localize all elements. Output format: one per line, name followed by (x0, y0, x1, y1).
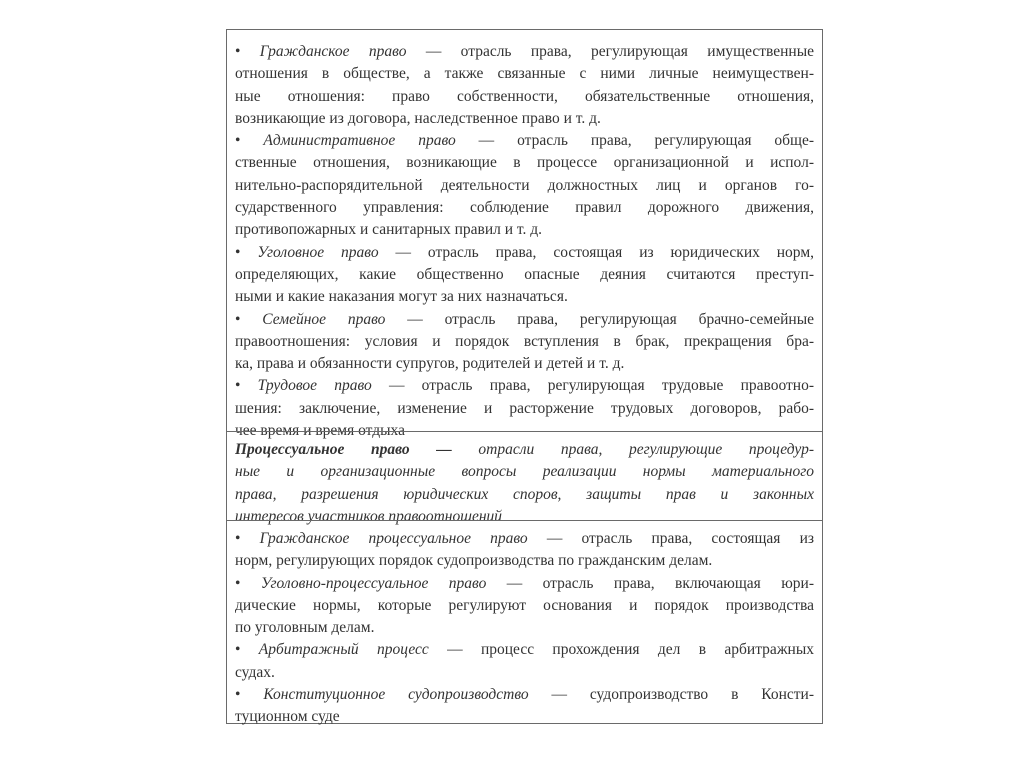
law-branch-term: Административное право (263, 132, 456, 150)
procedural-law-definition-cell (227, 431, 822, 525)
procedural-definition-line: Процессуальное право — отрасли права, регулирующие процедур- (235, 441, 814, 458)
law-branch-term: Конституционное судопроизводство (263, 686, 529, 704)
material-branch-2-line: сударственного управления: соблюдение правил дорожного движения, (235, 199, 814, 217)
material-branch-2-line: противопожарных и санитарных правил и т. д. (235, 221, 543, 239)
procedural-law-branches-cell (227, 520, 822, 724)
material-branch-4-line: правоотношения: условия и порядок вступления в брак, прекращения бра- (235, 332, 814, 350)
law-branch-term: Уголовно-процессуальное право (260, 574, 487, 592)
procedural-branch-2-line: • Уголовно-процессуальное право — отрасль права, включающая юри- (235, 574, 814, 592)
procedural-branch-1-line: норм, регулирующих порядок судопроизводства по гражданским делам. (235, 552, 713, 570)
procedural-branch-3-line: судах. (235, 663, 275, 681)
material-branch-3-line: • Уголовное право — отрасль права, состоящая из юридических норм, (235, 243, 814, 261)
law-branch-term: Трудовое право (257, 377, 372, 395)
law-branch-term: Гражданское процессуальное право (259, 530, 528, 547)
material-branch-5-line: чее время и время отдыха (235, 422, 405, 440)
procedural-definition-line: ные и организационные вопросы реализации нормы материального (235, 463, 814, 481)
material-branch-1-line: возникающие из договора, наследственное право и т. д. (235, 109, 601, 127)
law-branches-table (226, 29, 823, 724)
material-branch-4-line: ка, права и обязанности супругов, родителей и детей и т. д. (235, 355, 625, 373)
material-branch-1-line: ные отношения: право собственности, обязательственные отношения, (235, 87, 814, 105)
procedural-branch-3-line: • Арбитражный процесс — процесс прохождения дел в арбитражных (235, 641, 814, 659)
material-branch-3-line: определяющих, какие общественно опасные деяния считаются преступ- (235, 265, 814, 283)
material-branch-3-line: ными и какие наказания могут за них назначаться. (235, 288, 568, 306)
procedural-branch-4-line: туционном суде (235, 708, 340, 726)
law-branch-term: Гражданское право (259, 43, 407, 60)
procedural-definition-line: права, разрешения юридических споров, защиты прав и законных (235, 485, 814, 503)
material-branch-2-line: • Административное право — отрасль права, регулирующая обще- (235, 132, 814, 150)
material-law-cell (227, 30, 822, 440)
procedural-branch-1-line: • Гражданское процессуальное право — отрасль права, состоящая из (235, 530, 814, 547)
material-branch-5-line: • Трудовое право — отрасль права, регулирующая трудовые правоотно- (235, 377, 814, 395)
material-branch-1-line: • Гражданское право — отрасль права, регулирующая имущественные (235, 43, 814, 60)
material-branch-2-line: ственные отношения, возникающие в процессе организационной и испол- (235, 154, 814, 172)
procedural-branch-4-line: • Конституционное судопроизводство — судопроизводство в Консти- (235, 686, 814, 704)
procedural-law-term: Процессуальное право — (235, 441, 452, 458)
material-branch-5-line: шения: заключение, изменение и расторжение трудовых договоров, рабо- (235, 399, 814, 417)
material-branch-2-line: нительно-распорядительной деятельности должностных лиц и органов го- (235, 176, 814, 194)
procedural-branch-2-line: дические нормы, которые регулируют основания и порядок производства (235, 596, 814, 614)
material-branch-4-line: • Семейное право — отрасль права, регулирующая брачно-семейные (235, 310, 814, 328)
law-branch-term: Уголовное право (257, 243, 379, 261)
law-branch-term: Арбитражный процесс (258, 641, 429, 659)
material-branch-1-line: отношения в обществе, а также связанные с ними личные неимуществен- (235, 65, 814, 83)
procedural-definition-line: интересов участников правоотношений (235, 507, 503, 525)
procedural-branch-2-line: по уголовным делам. (235, 619, 375, 637)
law-branch-term: Семейное право (262, 310, 386, 328)
